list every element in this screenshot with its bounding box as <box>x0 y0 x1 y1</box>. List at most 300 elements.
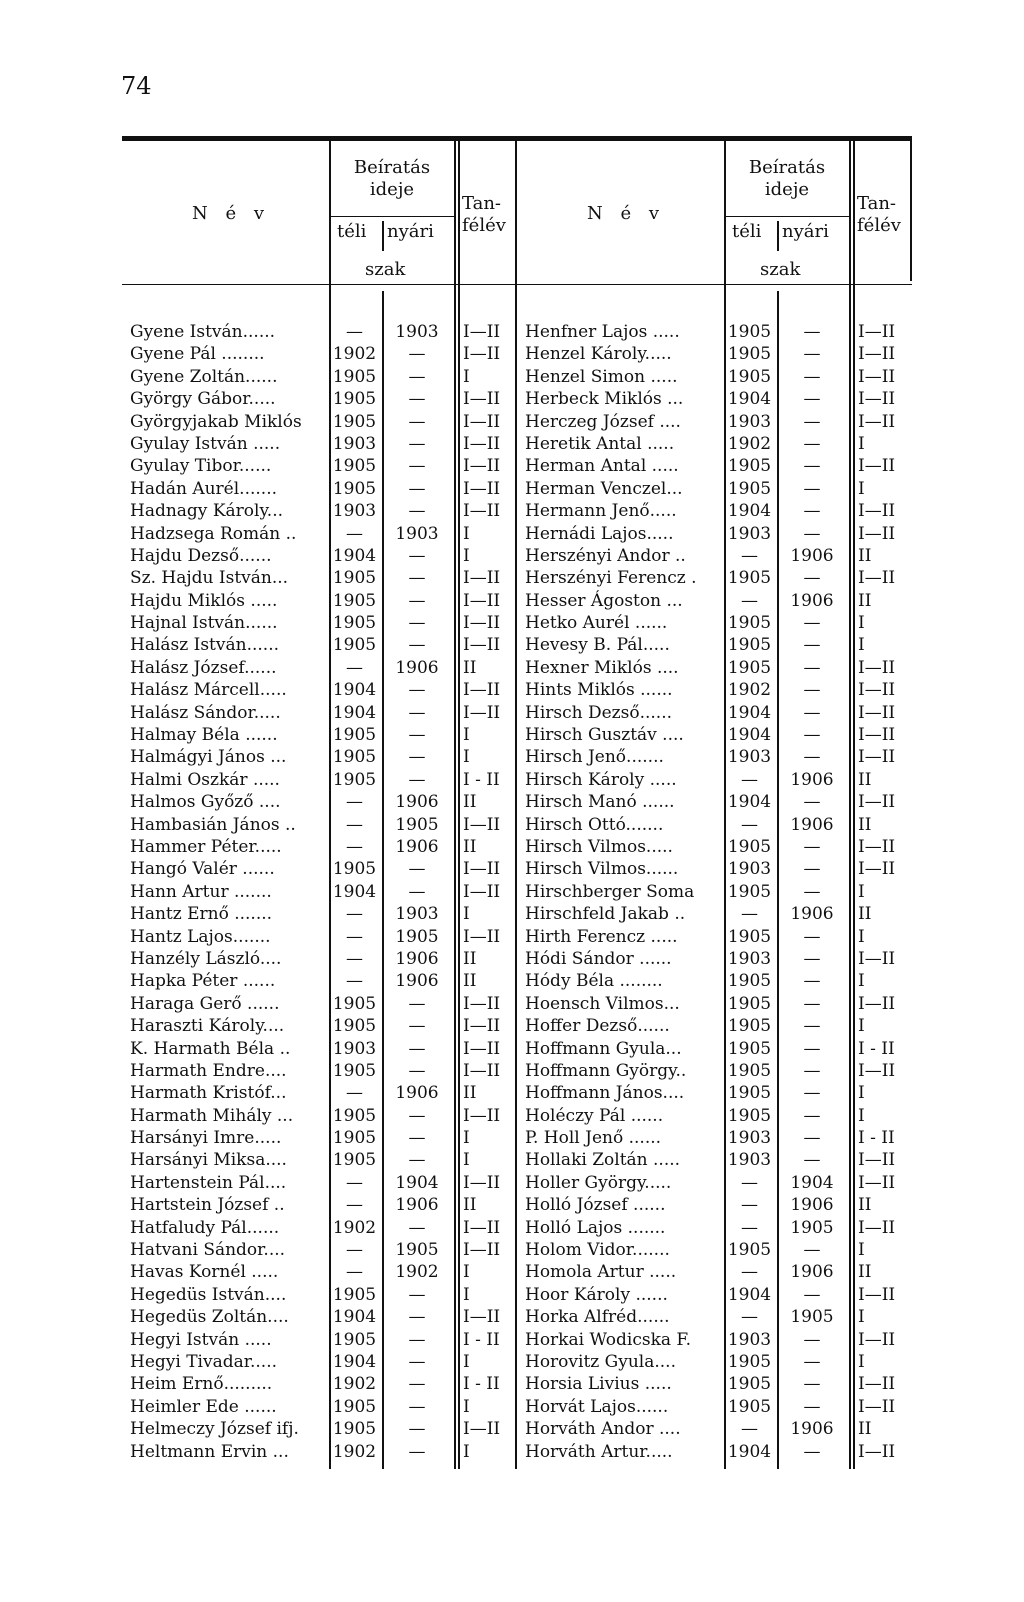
column-rule <box>329 141 331 1469</box>
winter-term-year: 1904 <box>727 1441 772 1462</box>
winter-term-year: 1905 <box>727 1060 772 1081</box>
student-name: Helmeczy József ifj. <box>130 1419 299 1440</box>
student-name: Halász József...... <box>130 657 277 678</box>
student-name: Horvát Lajos...... <box>525 1396 669 1417</box>
winter-term-year: 1904 <box>332 680 377 701</box>
student-name: Hódi Sándor ...... <box>525 948 672 969</box>
semester: I <box>463 1396 470 1417</box>
summer-term-year: — <box>803 836 821 857</box>
header-ideje: ideje <box>764 179 810 200</box>
winter-term-year: 1905 <box>332 1329 377 1350</box>
semester: I—II <box>858 859 896 880</box>
summer-term-year: 1905 <box>790 1217 834 1238</box>
student-name: Gyene István...... <box>130 322 276 342</box>
summer-term-year: — <box>408 859 426 880</box>
semester: I—II <box>858 836 896 857</box>
student-name: Hadnagy Károly... <box>130 501 284 522</box>
winter-term-year: 1904 <box>332 1307 377 1328</box>
enrollment-table <box>122 136 912 1462</box>
winter-term-year: 1905 <box>332 747 377 768</box>
summer-term-year: 1906 <box>395 1083 439 1104</box>
summer-term-year: 1906 <box>790 590 834 611</box>
student-name: Hatfaludy Pál...... <box>130 1217 280 1238</box>
winter-term-year: 1905 <box>332 1396 377 1417</box>
summer-term-year: — <box>803 1128 821 1149</box>
semester: II <box>858 545 872 566</box>
student-name: Hajdu Miklós ..... <box>130 590 278 611</box>
winter-term-year: — <box>741 545 758 566</box>
winter-term-year: 1902 <box>727 680 772 701</box>
winter-term-year: — <box>346 948 363 969</box>
semester: I <box>463 545 470 566</box>
summer-term-year: — <box>408 702 426 723</box>
winter-term-year: 1903 <box>727 1150 772 1171</box>
summer-term-year: — <box>803 948 821 969</box>
summer-term-year: 1906 <box>790 769 834 790</box>
summer-term-year: 1904 <box>395 1172 439 1193</box>
summer-term-year: — <box>803 478 821 499</box>
student-name: Hirschberger Soma <box>525 881 695 902</box>
semester: I—II <box>463 1016 501 1037</box>
summer-term-year: — <box>408 1217 426 1238</box>
winter-term-year: — <box>741 1172 758 1193</box>
student-name: Hartenstein Pál.... <box>130 1172 287 1193</box>
winter-term-year: — <box>741 1195 758 1216</box>
student-name: Hantz Lajos....... <box>130 926 271 947</box>
student-name: Gyulay Tibor...... <box>130 456 272 477</box>
semester: I—II <box>858 747 896 768</box>
student-name: Herszényi Ferencz . <box>525 568 697 589</box>
student-name: K. Harmath Béla .. <box>130 1038 291 1059</box>
semester: I—II <box>463 1217 501 1238</box>
semester: II <box>463 792 477 813</box>
summer-term-year: — <box>803 971 821 992</box>
semester: I—II <box>463 1060 501 1081</box>
winter-term-year: 1904 <box>332 702 377 723</box>
winter-term-year: 1904 <box>727 792 772 813</box>
student-name: Hirsch Jenő....... <box>525 747 664 768</box>
semester: II <box>858 769 872 790</box>
winter-term-year: 1905 <box>727 322 772 342</box>
winter-term-year: 1905 <box>332 1016 377 1037</box>
student-name: Hirsch Károly ..... <box>525 769 677 790</box>
summer-term-year: — <box>803 1351 821 1372</box>
column-rule <box>382 221 384 251</box>
summer-term-year: — <box>803 725 821 746</box>
summer-term-year: 1906 <box>395 1195 439 1216</box>
winter-term-year: 1903 <box>727 859 772 880</box>
student-name: Herman Antal ..... <box>525 456 679 477</box>
semester: II <box>463 657 477 678</box>
semester: I <box>858 635 865 656</box>
student-name: Hegyi István ..... <box>130 1329 272 1350</box>
winter-term-year: 1905 <box>727 1016 772 1037</box>
winter-term-year: — <box>346 1262 363 1283</box>
semester: I <box>858 1083 865 1104</box>
student-name: Heltmann Ervin ... <box>130 1441 289 1462</box>
semester: I <box>858 1105 865 1126</box>
student-name: Hirsch Vilmos...... <box>525 859 679 880</box>
header-tan: Tan- <box>857 193 897 214</box>
winter-term-year: 1904 <box>727 702 772 723</box>
summer-term-year: 1902 <box>395 1262 439 1283</box>
winter-term-year: 1905 <box>332 1060 377 1081</box>
winter-term-year: 1905 <box>332 590 377 611</box>
student-name: Hajnal István...... <box>130 613 278 634</box>
student-name: Györgyjakab Miklós <box>130 411 302 432</box>
student-name: Horka Alfréd...... <box>525 1307 670 1328</box>
summer-term-year: 1903 <box>395 904 439 925</box>
winter-term-year: — <box>346 926 363 947</box>
student-name: Gyene Zoltán...... <box>130 366 278 387</box>
semester: I—II <box>858 1150 896 1171</box>
summer-term-year: 1903 <box>395 322 439 342</box>
student-name: Halmay Béla ...... <box>130 725 278 746</box>
summer-term-year: 1906 <box>395 836 439 857</box>
semester: I—II <box>463 702 501 723</box>
student-name: Hoor Károly ...... <box>525 1284 668 1305</box>
student-name: Hirschfeld Jakab .. <box>525 904 686 925</box>
summer-term-year: — <box>803 881 821 902</box>
summer-term-year: 1904 <box>790 1172 834 1193</box>
student-name: Hoffer Dezső...... <box>525 1016 670 1037</box>
student-name: Hammer Péter..... <box>130 836 282 857</box>
student-name: Holom Vidor....... <box>525 1240 670 1261</box>
column-rule <box>724 141 726 1469</box>
student-name: Heim Ernő......... <box>130 1374 273 1395</box>
winter-term-year: 1905 <box>727 478 772 499</box>
student-name: Horovitz Gyula.... <box>525 1351 676 1372</box>
student-name: Hernádi Lajos..... <box>525 523 674 544</box>
semester: I <box>858 926 865 947</box>
summer-term-year: — <box>803 501 821 522</box>
student-name: Holló József ...... <box>525 1195 666 1216</box>
summer-term-year: — <box>803 1329 821 1350</box>
winter-term-year: 1905 <box>332 1150 377 1171</box>
summer-term-year: — <box>803 747 821 768</box>
semester: I <box>858 881 865 902</box>
winter-term-year: — <box>741 814 758 835</box>
student-name: Hanzély László.... <box>130 948 282 969</box>
student-name: Gyulay István ..... <box>130 433 281 454</box>
semester: I—II <box>463 433 501 454</box>
summer-term-year: — <box>803 657 821 678</box>
student-name: Sz. Hajdu István... <box>130 568 289 589</box>
semester: I <box>463 1284 470 1305</box>
semester: I <box>463 904 470 925</box>
summer-term-year: — <box>803 411 821 432</box>
student-name: Gyene Pál ........ <box>130 344 265 365</box>
student-name: Hevesy B. Pál..... <box>525 635 670 656</box>
column-rule <box>515 141 517 1469</box>
semester: I <box>858 613 865 634</box>
summer-term-year: — <box>408 1060 426 1081</box>
winter-term-year: 1904 <box>332 881 377 902</box>
winter-term-year: 1904 <box>727 389 772 410</box>
student-name: Hapka Péter ...... <box>130 971 276 992</box>
student-name: Hajdu Dezső...... <box>130 545 272 566</box>
summer-term-year: — <box>408 545 426 566</box>
winter-term-year: 1903 <box>332 433 377 454</box>
semester: II <box>858 904 872 925</box>
summer-term-year: — <box>803 1150 821 1171</box>
semester: I <box>858 971 865 992</box>
winter-term-year: — <box>346 814 363 835</box>
summer-term-year: — <box>803 366 821 387</box>
summer-term-year: — <box>408 501 426 522</box>
winter-term-year: 1904 <box>332 1351 377 1372</box>
semester: I - II <box>463 1374 500 1395</box>
winter-term-year: 1905 <box>332 456 377 477</box>
student-name: Harmath Kristóf... <box>130 1083 287 1104</box>
summer-term-year: — <box>408 389 426 410</box>
winter-term-year: 1903 <box>727 948 772 969</box>
semester: I—II <box>858 1172 896 1193</box>
summer-term-year: 1906 <box>790 1419 834 1440</box>
semester: II <box>858 814 872 835</box>
semester: I <box>463 1150 470 1171</box>
header-winter: téli <box>337 221 367 242</box>
summer-term-year: — <box>408 1441 426 1462</box>
semester: I—II <box>858 389 896 410</box>
semester: II <box>463 1083 477 1104</box>
summer-term-year: 1906 <box>395 948 439 969</box>
summer-term-year: — <box>803 1083 821 1104</box>
summer-term-year: — <box>803 1060 821 1081</box>
summer-term-year: — <box>408 1396 426 1417</box>
semester: I - II <box>463 1329 500 1350</box>
summer-term-year: 1906 <box>395 971 439 992</box>
summer-term-year: — <box>408 1105 426 1126</box>
student-name: Harmath Endre.... <box>130 1060 287 1081</box>
semester: I—II <box>463 1307 501 1328</box>
student-name: Halász Sándor..... <box>130 702 281 723</box>
student-name: Holéczy Pál ...... <box>525 1105 664 1126</box>
student-name: Holler György..... <box>525 1172 672 1193</box>
winter-term-year: 1905 <box>332 635 377 656</box>
semester: I <box>463 747 470 768</box>
header-felev: félév <box>462 215 506 236</box>
student-name: Hambasián János .. <box>130 814 296 835</box>
header-summer: nyári <box>782 221 829 242</box>
header-term: szak <box>760 259 801 280</box>
winter-term-year: 1904 <box>332 545 377 566</box>
semester: II <box>858 590 872 611</box>
winter-term-year: 1905 <box>727 366 772 387</box>
semester: I—II <box>463 635 501 656</box>
summer-term-year: — <box>803 1016 821 1037</box>
summer-term-year: — <box>408 1307 426 1328</box>
summer-term-year: — <box>408 769 426 790</box>
winter-term-year: 1902 <box>727 433 772 454</box>
student-name: Horsia Livius ..... <box>525 1374 672 1395</box>
summer-term-year: — <box>408 635 426 656</box>
winter-term-year: — <box>346 1195 363 1216</box>
student-name: Harsányi Imre..... <box>130 1128 282 1149</box>
summer-term-year: — <box>408 725 426 746</box>
winter-term-year: 1905 <box>727 993 772 1014</box>
header-tan: Tan- <box>462 193 502 214</box>
header-beiratas: Beíratás <box>748 157 826 178</box>
student-name: Hesser Ágoston ... <box>525 590 683 611</box>
summer-term-year: — <box>803 523 821 544</box>
header-rule <box>724 216 849 217</box>
semester: II <box>858 1262 872 1283</box>
summer-term-year: 1906 <box>790 904 834 925</box>
winter-term-year: 1905 <box>332 568 377 589</box>
winter-term-year: 1904 <box>727 501 772 522</box>
semester: I - II <box>858 1038 895 1059</box>
student-name: Hoffmann Gyula... <box>525 1038 682 1059</box>
semester: I—II <box>858 501 896 522</box>
semester: I—II <box>463 344 501 365</box>
winter-term-year: — <box>346 971 363 992</box>
summer-term-year: — <box>408 680 426 701</box>
student-name: Hegyi Tivadar..... <box>130 1351 278 1372</box>
winter-term-year: 1902 <box>332 1441 377 1462</box>
semester: I—II <box>463 814 501 835</box>
student-name: Hirsch Manó ...... <box>525 792 675 813</box>
winter-term-year: — <box>346 657 363 678</box>
semester: I—II <box>463 1419 501 1440</box>
student-name: Hann Artur ....... <box>130 881 272 902</box>
summer-term-year: — <box>408 1150 426 1171</box>
winter-term-year: 1905 <box>727 836 772 857</box>
summer-term-year: — <box>803 389 821 410</box>
semester: I—II <box>858 1217 896 1238</box>
semester: I <box>858 1240 865 1261</box>
student-name: Harsányi Miksa.... <box>130 1150 287 1171</box>
summer-term-year: 1906 <box>790 1195 834 1216</box>
column-rule <box>777 221 779 251</box>
winter-term-year: — <box>741 769 758 790</box>
summer-term-year: — <box>803 322 821 342</box>
student-name: Hegedüs István.... <box>130 1284 287 1305</box>
semester: I <box>463 366 470 387</box>
summer-term-year: — <box>408 590 426 611</box>
student-name: Henfner Lajos ..... <box>525 322 680 342</box>
semester: I—II <box>858 725 896 746</box>
column-rule <box>458 141 460 1469</box>
winter-term-year: — <box>741 1419 758 1440</box>
semester: I—II <box>858 792 896 813</box>
semester: I—II <box>858 1060 896 1081</box>
summer-term-year: — <box>408 1329 426 1350</box>
student-name: Haraszti Károly.... <box>130 1016 285 1037</box>
student-name: Hatvani Sándor.... <box>130 1240 286 1261</box>
summer-term-year: — <box>408 478 426 499</box>
winter-term-year: — <box>346 836 363 857</box>
semester: I—II <box>463 1105 501 1126</box>
semester: I—II <box>463 859 501 880</box>
student-name: Heimler Ede ...... <box>130 1396 277 1417</box>
winter-term-year: 1905 <box>727 971 772 992</box>
winter-term-year: 1905 <box>332 769 377 790</box>
semester: I—II <box>858 1396 896 1417</box>
summer-term-year: 1906 <box>395 657 439 678</box>
summer-term-year: — <box>408 456 426 477</box>
semester: I <box>463 725 470 746</box>
semester: I—II <box>463 1172 501 1193</box>
student-name: Hints Miklós ...... <box>525 680 673 701</box>
header-summer: nyári <box>387 221 434 242</box>
winter-term-year: 1905 <box>332 411 377 432</box>
header-term: szak <box>365 259 406 280</box>
semester: I—II <box>463 613 501 634</box>
student-name: Hexner Miklós .... <box>525 657 679 678</box>
student-name: Hirsch Dezső...... <box>525 702 673 723</box>
semester: I—II <box>858 1329 896 1350</box>
summer-term-year: — <box>803 859 821 880</box>
header-ideje: ideje <box>369 179 415 200</box>
student-name: Hermann Jenő..... <box>525 501 677 522</box>
winter-term-year: — <box>346 322 363 342</box>
semester: I—II <box>463 1038 501 1059</box>
semester: I <box>463 523 470 544</box>
semester: I—II <box>463 993 501 1014</box>
winter-term-year: 1905 <box>727 657 772 678</box>
semester: I—II <box>858 568 896 589</box>
semester: I <box>463 1441 470 1462</box>
student-name: Hirsch Gusztáv .... <box>525 725 684 746</box>
winter-term-year: 1905 <box>332 1419 377 1440</box>
semester: I <box>463 1351 470 1372</box>
semester: I—II <box>463 590 501 611</box>
summer-term-year: 1905 <box>790 1307 834 1328</box>
column-rule <box>853 141 855 1469</box>
winter-term-year: 1905 <box>332 478 377 499</box>
semester: I <box>858 1351 865 1372</box>
semester: I—II <box>858 657 896 678</box>
semester: I—II <box>858 680 896 701</box>
summer-term-year: — <box>408 433 426 454</box>
semester: I—II <box>858 456 896 477</box>
header-enrollment-time <box>727 157 847 201</box>
semester: I—II <box>463 881 501 902</box>
winter-term-year: 1905 <box>727 568 772 589</box>
winter-term-year: 1905 <box>727 456 772 477</box>
student-name: Horváth Andor .... <box>525 1419 681 1440</box>
winter-term-year: 1905 <box>727 1396 772 1417</box>
semester: I—II <box>858 948 896 969</box>
header-semester <box>857 193 901 237</box>
student-name: Hódy Béla ........ <box>525 971 663 992</box>
summer-term-year: 1906 <box>395 792 439 813</box>
semester: I <box>463 1262 470 1283</box>
student-name: Halász Márcell..... <box>130 680 287 701</box>
semester: I—II <box>463 478 501 499</box>
student-name: Hoensch Vilmos... <box>525 993 680 1014</box>
semester: I—II <box>858 322 896 342</box>
summer-term-year: 1905 <box>395 1240 439 1261</box>
header-felev: félév <box>857 215 901 236</box>
student-name: Herbeck Miklós ... <box>525 389 684 410</box>
summer-term-year: — <box>408 1284 426 1305</box>
winter-term-year: — <box>346 1083 363 1104</box>
winter-term-year: — <box>346 1172 363 1193</box>
winter-term-year: 1903 <box>332 1038 377 1059</box>
winter-term-year: 1903 <box>727 747 772 768</box>
student-name: Haraga Gerő ...... <box>130 993 280 1014</box>
student-name: Havas Kornél ..... <box>130 1262 279 1283</box>
semester: I—II <box>858 344 896 365</box>
student-name: Halász István...... <box>130 635 279 656</box>
student-name: Herszényi Andor .. <box>525 545 686 566</box>
winter-term-year: 1902 <box>332 344 377 365</box>
student-name: Hadán Aurél....... <box>130 478 278 499</box>
winter-term-year: — <box>346 904 363 925</box>
winter-term-year: 1905 <box>727 1240 772 1261</box>
